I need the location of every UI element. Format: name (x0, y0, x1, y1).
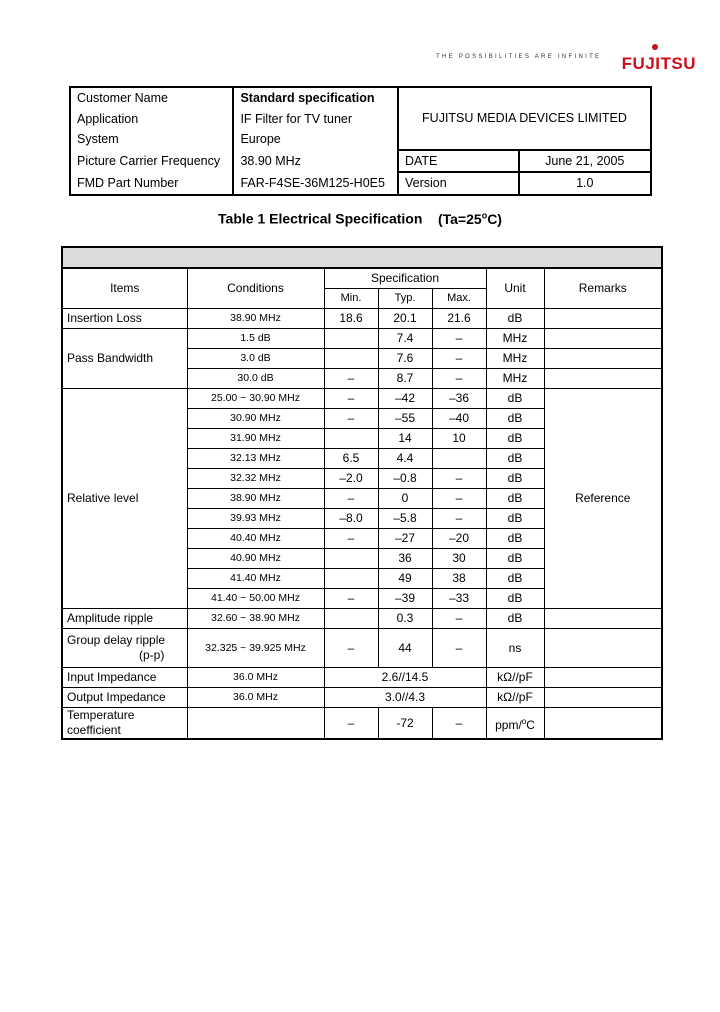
cell-max: – (432, 509, 486, 529)
cell-max: –33 (432, 589, 486, 609)
cell-unit: kΩ//pF (486, 668, 544, 688)
cell-typ: 0 (378, 489, 432, 509)
cell-remark (544, 629, 662, 668)
cell-cond: 40.40 MHz (187, 529, 324, 549)
table-title-condition (438, 211, 502, 227)
fujitsu-logo: FUJITSU (621, 54, 696, 73)
header-label-frequency: Picture Carrier Frequency (70, 150, 233, 173)
table-title (0, 210, 720, 227)
table-row (62, 309, 662, 329)
cell-unit: dB (486, 609, 544, 629)
cell-unit: MHz (486, 329, 544, 349)
cell-max: 38 (432, 569, 486, 589)
header-date-label: DATE (398, 150, 519, 173)
header-row (62, 268, 662, 289)
cell-remark (544, 688, 662, 708)
cell-unit: MHz (486, 369, 544, 389)
cell-cond: 30.90 MHz (187, 409, 324, 429)
cell-max (432, 449, 486, 469)
cell-unit: dB (486, 529, 544, 549)
cell-max: 21.6 (432, 309, 486, 329)
cell-cond: 30.0 dB (187, 369, 324, 389)
cell-typ: 7.6 (378, 349, 432, 369)
item-group-delay-ripple (62, 629, 187, 668)
cell-min: – (324, 708, 378, 740)
cell-max: –36 (432, 389, 486, 409)
table-top-band (62, 247, 662, 268)
cell-cond: 40.90 MHz (187, 549, 324, 569)
cell-unit: kΩ//pF (486, 688, 544, 708)
cell-min (324, 609, 378, 629)
cell-unit: ns (486, 629, 544, 668)
cell-unit: dB (486, 569, 544, 589)
fujitsu-logo-dot-icon (652, 44, 658, 50)
cell-unit: MHz (486, 349, 544, 369)
table-row (62, 389, 662, 409)
cell-unit: dB (486, 309, 544, 329)
header-label-system: System (70, 129, 233, 150)
header-value-system: Europe (233, 129, 398, 150)
header-label-customer: Customer Name (70, 87, 233, 109)
cell-typ: –27 (378, 529, 432, 549)
table-row (62, 609, 662, 629)
cell-cond: 31.90 MHz (187, 429, 324, 449)
cell-typ: 14 (378, 429, 432, 449)
cell-min (324, 429, 378, 449)
company-name: FUJITSU MEDIA DEVICES LIMITED (398, 87, 651, 150)
cell-typ: –39 (378, 589, 432, 609)
item-amplitude-ripple: Amplitude ripple (62, 609, 187, 629)
cell-cond: 32.13 MHz (187, 449, 324, 469)
cell-cond: 25.00 ~ 30.90 MHz (187, 389, 324, 409)
header-value-customer: Standard specification (233, 87, 398, 109)
cell-min (324, 349, 378, 369)
cell-min: – (324, 529, 378, 549)
cell-min: –8.0 (324, 509, 378, 529)
cell-unit: dB (486, 509, 544, 529)
table-title-main: Table 1 Electrical Specification (218, 210, 423, 227)
cell-max: – (432, 369, 486, 389)
cell-max: 10 (432, 429, 486, 449)
cell-max: – (432, 708, 486, 740)
degree-sign: o (481, 210, 488, 220)
cell-cond: 36.0 MHz (187, 668, 324, 688)
table-top-band-cell (62, 247, 662, 268)
header-label-application: Application (70, 109, 233, 130)
cell-unit: dB (486, 429, 544, 449)
brand-area (436, 50, 696, 74)
table-title-cond-suffix: C) (487, 210, 502, 227)
cell-cond: 32.32 MHz (187, 469, 324, 489)
cell-remark (544, 309, 662, 329)
cell-unit: dB (486, 489, 544, 509)
header-value-part-number: FAR-F4SE-36M125-H0E5 (233, 172, 398, 195)
col-header-remarks: Remarks (544, 268, 662, 309)
cell-min: – (324, 389, 378, 409)
degree-sign: o (521, 716, 527, 726)
cell-max: –20 (432, 529, 486, 549)
cell-min: – (324, 589, 378, 609)
cell-typ: 4.4 (378, 449, 432, 469)
col-header-max: Max. (432, 289, 486, 309)
cell-remark (544, 369, 662, 389)
cell-typ: 7.4 (378, 329, 432, 349)
header-value-frequency: 38.90 MHz (233, 150, 398, 173)
item-relative-level: Relative level (62, 389, 187, 609)
header-version-label: Version (398, 172, 519, 195)
header-date-value: June 21, 2005 (519, 150, 651, 173)
cell-cond: 3.0 dB (187, 349, 324, 369)
cell-min: – (324, 409, 378, 429)
table-row (62, 688, 662, 708)
col-header-unit: Unit (486, 268, 544, 309)
cell-unit: dB (486, 409, 544, 429)
cell-min (324, 549, 378, 569)
col-header-conditions: Conditions (187, 268, 324, 309)
cell-typ: –42 (378, 389, 432, 409)
cell-remark (544, 708, 662, 740)
cell-value: 3.0//4.3 (324, 688, 486, 708)
table-row (62, 629, 662, 668)
cell-cond: 32.325 ~ 39.925 MHz (187, 629, 324, 668)
cell-cond: 38.90 MHz (187, 309, 324, 329)
col-header-min: Min. (324, 289, 378, 309)
header-version-value: 1.0 (519, 172, 651, 195)
item-input-impedance: Input Impedance (62, 668, 187, 688)
cell-typ: 49 (378, 569, 432, 589)
item-temperature-coefficient: Temperature coefficient (62, 708, 187, 740)
cell-min (324, 569, 378, 589)
cell-typ: 36 (378, 549, 432, 569)
cell-min: – (324, 489, 378, 509)
cell-max: – (432, 349, 486, 369)
cell-min: –2.0 (324, 469, 378, 489)
cell-max: – (432, 329, 486, 349)
cell-unit: dB (486, 449, 544, 469)
cell-max: –40 (432, 409, 486, 429)
col-header-items: Items (62, 268, 187, 309)
cell-cond: 41.40 MHz (187, 569, 324, 589)
col-header-typ: Typ. (378, 289, 432, 309)
cell-typ: –0.8 (378, 469, 432, 489)
unit-suffix: C (526, 717, 535, 732)
cell-typ: 44 (378, 629, 432, 668)
cell-cond: 38.90 MHz (187, 489, 324, 509)
cell-min: – (324, 629, 378, 668)
cell-remark (544, 329, 662, 349)
cell-min (324, 329, 378, 349)
item-group-delay-line1: Group delay ripple (67, 633, 166, 647)
cell-typ: 20.1 (378, 309, 432, 329)
table-row (62, 329, 662, 349)
cell-min: – (324, 369, 378, 389)
cell-cond: 32.60 ~ 38.90 MHz (187, 609, 324, 629)
cell-typ: –55 (378, 409, 432, 429)
cell-remark (544, 349, 662, 369)
cell-max: – (432, 469, 486, 489)
cell-typ: 0.3 (378, 609, 432, 629)
cell-unit: dB (486, 469, 544, 489)
cell-cond: 39.93 MHz (187, 509, 324, 529)
item-group-delay-line2: (p-p) (139, 648, 165, 662)
item-insertion-loss: Insertion Loss (62, 309, 187, 329)
cell-max: – (432, 609, 486, 629)
item-pass-bandwidth: Pass Bandwidth (62, 329, 187, 389)
cell-unit: dB (486, 549, 544, 569)
table-title-cond-prefix: (Ta=25 (437, 210, 482, 227)
unit-prefix: ppm/ (495, 717, 522, 732)
cell-unit (486, 708, 544, 740)
cell-typ: 8.7 (378, 369, 432, 389)
cell-min: 18.6 (324, 309, 378, 329)
cell-cond (187, 708, 324, 740)
cell-unit: dB (486, 389, 544, 409)
cell-cond: 36.0 MHz (187, 688, 324, 708)
col-header-specification: Specification (324, 268, 486, 289)
cell-cond: 41.40 ~ 50.00 MHz (187, 589, 324, 609)
header-label-part-number: FMD Part Number (70, 172, 233, 195)
electrical-spec-table (61, 246, 663, 740)
cell-max: 30 (432, 549, 486, 569)
cell-min: 6.5 (324, 449, 378, 469)
cell-cond: 1.5 dB (187, 329, 324, 349)
cell-remark (544, 609, 662, 629)
cell-value: 2.6//14.5 (324, 668, 486, 688)
table-row (62, 668, 662, 688)
document-header-table (69, 86, 652, 196)
header-value-application: IF Filter for TV tuner (233, 109, 398, 130)
brand-tagline: THE POSSIBILITIES ARE INFINITE (436, 54, 602, 60)
cell-remark-reference: Reference (544, 389, 662, 609)
table-row (62, 708, 662, 740)
cell-max: – (432, 489, 486, 509)
item-output-impedance: Output Impedance (62, 688, 187, 708)
cell-unit: dB (486, 589, 544, 609)
cell-remark (544, 668, 662, 688)
cell-typ: -72 (378, 708, 432, 740)
cell-max: – (432, 629, 486, 668)
cell-typ: –5.8 (378, 509, 432, 529)
